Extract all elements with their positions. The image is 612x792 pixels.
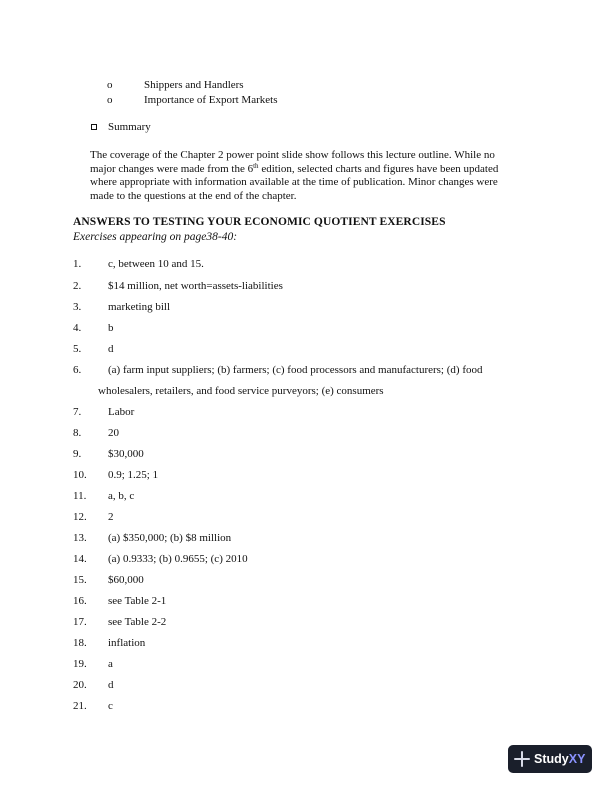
paragraph-line bbox=[90, 163, 524, 177]
answer-number: 7. bbox=[73, 406, 82, 418]
answer-text-continued: wholesalers, retailers, and food service purveyors; (e) consumers bbox=[98, 385, 384, 397]
answer-number: 19. bbox=[73, 658, 87, 670]
answer-number: 12. bbox=[73, 511, 87, 523]
paragraph-text: edition, selected charts and figures have been updated bbox=[258, 162, 499, 175]
answer-text: c bbox=[108, 700, 113, 712]
answer-number: 20. bbox=[73, 679, 87, 691]
paragraph-text: major changes were made from the 6 bbox=[90, 162, 254, 175]
section-heading: ANSWERS TO TESTING YOUR ECONOMIC QUOTIENT EXERCISES bbox=[73, 216, 446, 228]
answer-text: a, b, c bbox=[108, 490, 135, 502]
answer-text: $30,000 bbox=[108, 448, 144, 460]
answer-number: 9. bbox=[73, 448, 82, 460]
section-subheading: Exercises appearing on page38-40: bbox=[73, 231, 238, 243]
square-bullet-icon bbox=[91, 124, 97, 130]
answer-number: 2. bbox=[73, 280, 82, 292]
answer-number: 17. bbox=[73, 616, 87, 628]
badge-text-main: Study bbox=[534, 752, 569, 766]
sub-bullet-marker: o bbox=[107, 79, 113, 91]
answer-text: 2 bbox=[108, 511, 114, 523]
answer-number: 1. bbox=[73, 258, 82, 270]
plus-icon bbox=[514, 751, 530, 767]
answer-number: 21. bbox=[73, 700, 87, 712]
answer-text: inflation bbox=[108, 637, 146, 649]
paragraph-line: The coverage of the Chapter 2 power point slide show follows this lecture outline. While no bbox=[90, 149, 495, 161]
answer-text: see Table 2-1 bbox=[108, 595, 167, 607]
answer-text: see Table 2-2 bbox=[108, 616, 167, 628]
superscript: th bbox=[253, 161, 259, 170]
answer-text: d bbox=[108, 343, 114, 355]
answer-text: (a) 0.9333; (b) 0.9655; (c) 2010 bbox=[108, 553, 248, 565]
answer-text: $14 million, net worth=assets-liabilities bbox=[108, 280, 283, 292]
answer-text: (a) $350,000; (b) $8 million bbox=[108, 532, 232, 544]
answer-number: 5. bbox=[73, 343, 82, 355]
answer-number: 3. bbox=[73, 301, 82, 313]
answer-number: 14. bbox=[73, 553, 87, 565]
summary-label: Summary bbox=[108, 121, 151, 133]
badge-text-accent: XY bbox=[568, 752, 586, 766]
answer-text: 20 bbox=[108, 427, 119, 439]
answer-text: $60,000 bbox=[108, 574, 144, 586]
answer-number: 6. bbox=[73, 364, 82, 376]
answer-text: Labor bbox=[108, 406, 135, 418]
paragraph-line: made to the questions at the end of the chapter. bbox=[90, 190, 297, 203]
outline-sub-item: Importance of Export Markets bbox=[144, 94, 278, 106]
answer-number: 10. bbox=[73, 469, 87, 481]
answer-number: 13. bbox=[73, 532, 87, 544]
answer-number: 11. bbox=[73, 490, 87, 502]
outline-sub-item: Shippers and Handlers bbox=[144, 79, 244, 91]
answer-number: 18. bbox=[73, 637, 87, 649]
answer-number: 8. bbox=[73, 427, 82, 439]
answer-number: 4. bbox=[73, 322, 82, 334]
answer-text: a bbox=[108, 658, 113, 670]
coverage-paragraph bbox=[90, 149, 524, 204]
badge-label bbox=[534, 752, 585, 766]
answer-text: c, between 10 and 15. bbox=[108, 258, 204, 270]
paragraph-line: where appropriate with information available at the time of publication. Minor changes were bbox=[90, 176, 498, 189]
answer-number: 16. bbox=[73, 595, 87, 607]
studyxy-badge[interactable] bbox=[508, 745, 592, 773]
answer-text: b bbox=[108, 322, 114, 334]
sub-bullet-marker: o bbox=[107, 94, 113, 106]
answer-text: 0.9; 1.25; 1 bbox=[108, 469, 159, 481]
answer-text: (a) farm input suppliers; (b) farmers; (c) food processors and manufacturers; (d) food bbox=[108, 364, 483, 376]
answer-text: marketing bill bbox=[108, 301, 171, 313]
answer-text: d bbox=[108, 679, 114, 691]
answer-number: 15. bbox=[73, 574, 87, 586]
